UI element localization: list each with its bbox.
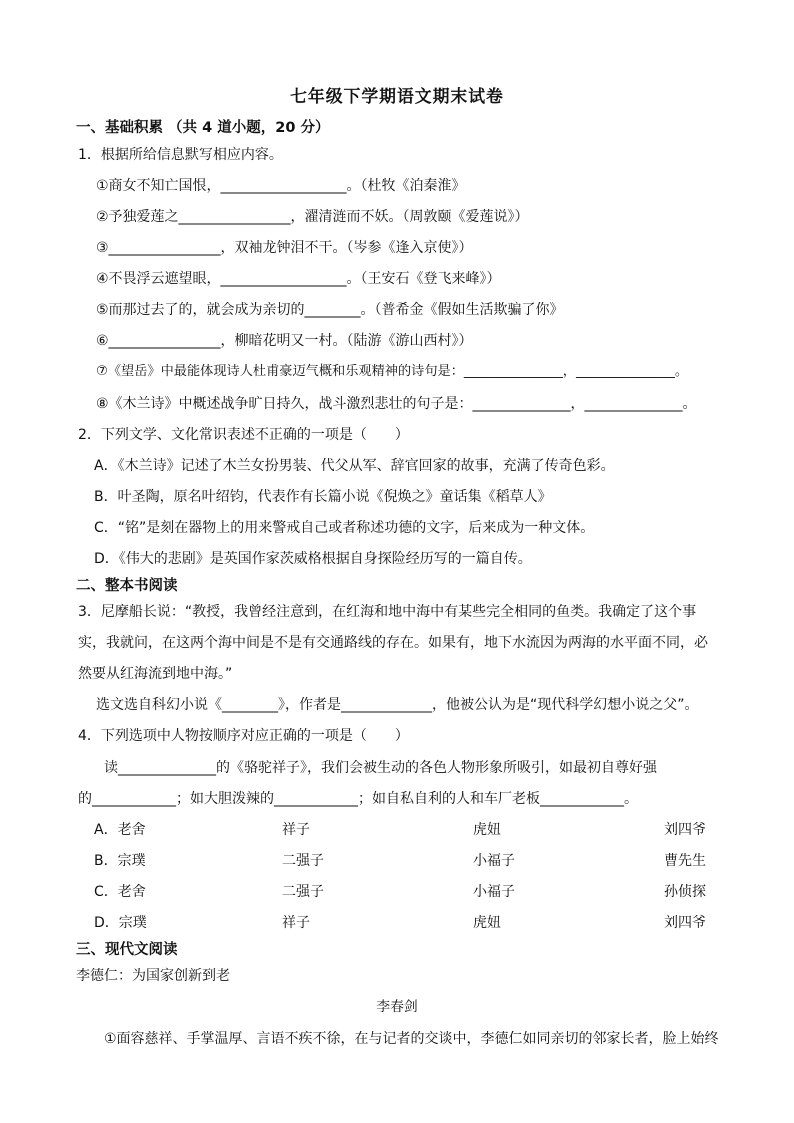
q3-line-3: 然要从红海流到地中海。” bbox=[78, 666, 233, 682]
q1-stem: 1．根据所给信息默写相应内容。 bbox=[78, 147, 283, 163]
q1-item-2: ②予独爱莲之________________，濯清涟而不妖。（周敦颐《爱莲说》） bbox=[96, 209, 529, 225]
q4-option-b-col3: 小福子 bbox=[473, 853, 515, 869]
q4-option-b-col2: 二强子 bbox=[282, 853, 324, 869]
article-title: 李德仁：为国家创新到老 bbox=[76, 968, 230, 984]
q4-option-c-col4: 孙侦探 bbox=[664, 884, 706, 900]
q2-option-a: A．《木兰诗》记述了木兰女扮男装、代父从军、辞官回家的故事，充满了传奇色彩。 bbox=[94, 458, 615, 474]
q3-line-2: 实，我就问，在这两个海中间是不是有交通路线的存在。如果有，地下水流因为两海的水平面不同，必 bbox=[78, 635, 708, 651]
q1-item-5: ⑤而那过去了的，就会成为亲切的________。（普希金《假如生活欺骗了你》 bbox=[96, 302, 564, 318]
q4-option-b-col4: 曹先生 bbox=[664, 853, 706, 869]
section3-heading: 三、现代文阅读 bbox=[76, 942, 178, 958]
section2-heading: 二、整本书阅读 bbox=[76, 578, 178, 594]
q1-item-1: ①商女不知亡国恨，__________________。（杜牧《泊秦淮》 bbox=[96, 178, 466, 194]
q3-line-4: 选文选自科幻小说《________》，作者是_____________，他被公认为是“现代科学幻想小说之父”。 bbox=[96, 697, 699, 713]
q1-item-6: ⑥________________，柳暗花明又一村。（陆游《游山西村》） bbox=[96, 333, 473, 349]
q4-passage-2: 的____________；如大胆泼辣的____________；如自私自利的人和车厂老板____________。 bbox=[78, 791, 638, 807]
q1-item-4: ④不畏浮云遮望眼，__________________。（王安石《登飞来峰》） bbox=[96, 271, 501, 287]
q1-item-3: ③________________，双袖龙钟泪不干。（岑参《逢入京使》） bbox=[96, 240, 473, 256]
q4-option-c-col3: 小福子 bbox=[473, 884, 515, 900]
q4-stem: 4．下列选项中人物按顺序对应正确的一项是（ ） bbox=[78, 728, 409, 744]
article-paragraph-1: ①面容慈祥、手掌温厚、言语不疾不徐，在与记者的交谈中，李德仁如同亲切的邻家长者，脸上始终 bbox=[104, 1031, 719, 1047]
q2-stem: 2．下列文学、文化常识表述不正确的一项是（ ） bbox=[78, 427, 409, 443]
q4-option-a-col4: 刘四爷 bbox=[664, 822, 706, 838]
q4-option-a-col3: 虎妞 bbox=[473, 822, 501, 838]
q2-option-d: D．《伟大的悲剧》是英国作家茨威格根据自身探险经历写的一篇自传。 bbox=[94, 551, 532, 567]
q1-item-8: ⑧《木兰诗》中概述战争旷日持久，战斗激烈悲壮的句子是：______________，______________。 bbox=[96, 396, 697, 412]
q4-option-b-label: B．宗璞 bbox=[94, 853, 146, 869]
exam-title: 七年级下学期语文期末试卷 bbox=[290, 86, 504, 106]
q1-item-7: ⑦《望岳》中最能体现诗人杜甫豪迈气概和乐观精神的诗句是：_______________，_______________。 bbox=[96, 364, 689, 379]
q4-passage-1: 读______________的《骆驼祥子》，我们会被生动的各色人物形象所吸引，如最初自尊好强 bbox=[104, 760, 657, 776]
q4-option-d-col3: 虎妞 bbox=[473, 915, 501, 931]
q4-option-a-col2: 祥子 bbox=[282, 822, 310, 838]
q4-option-d-col2: 祥子 bbox=[282, 915, 310, 931]
q4-option-a-label: A．老舍 bbox=[94, 822, 146, 838]
section1-heading: 一、基础积累 （共 4 道小题，20 分） bbox=[76, 120, 330, 136]
q4-option-c-col2: 二强子 bbox=[282, 884, 324, 900]
q2-option-c: C．“铭”是刻在器物上的用来警戒自己或者称述功德的文字，后来成为一种文体。 bbox=[94, 520, 595, 536]
q4-option-c-label: C．老舍 bbox=[94, 884, 146, 900]
q3-line-1: 3．尼摩船长说：“教授，我曾经注意到，在红海和地中海中有某些完全相同的鱼类。我确定了这个事 bbox=[78, 604, 697, 620]
q2-option-b: B．叶圣陶，原名叶绍钧，代表作有长篇小说《倪焕之》童话集《稻草人》 bbox=[94, 489, 552, 505]
article-author: 李春剑 bbox=[376, 999, 418, 1015]
q4-option-d-label: D．宗璞 bbox=[94, 915, 147, 931]
q4-option-d-col4: 刘四爷 bbox=[664, 915, 706, 931]
